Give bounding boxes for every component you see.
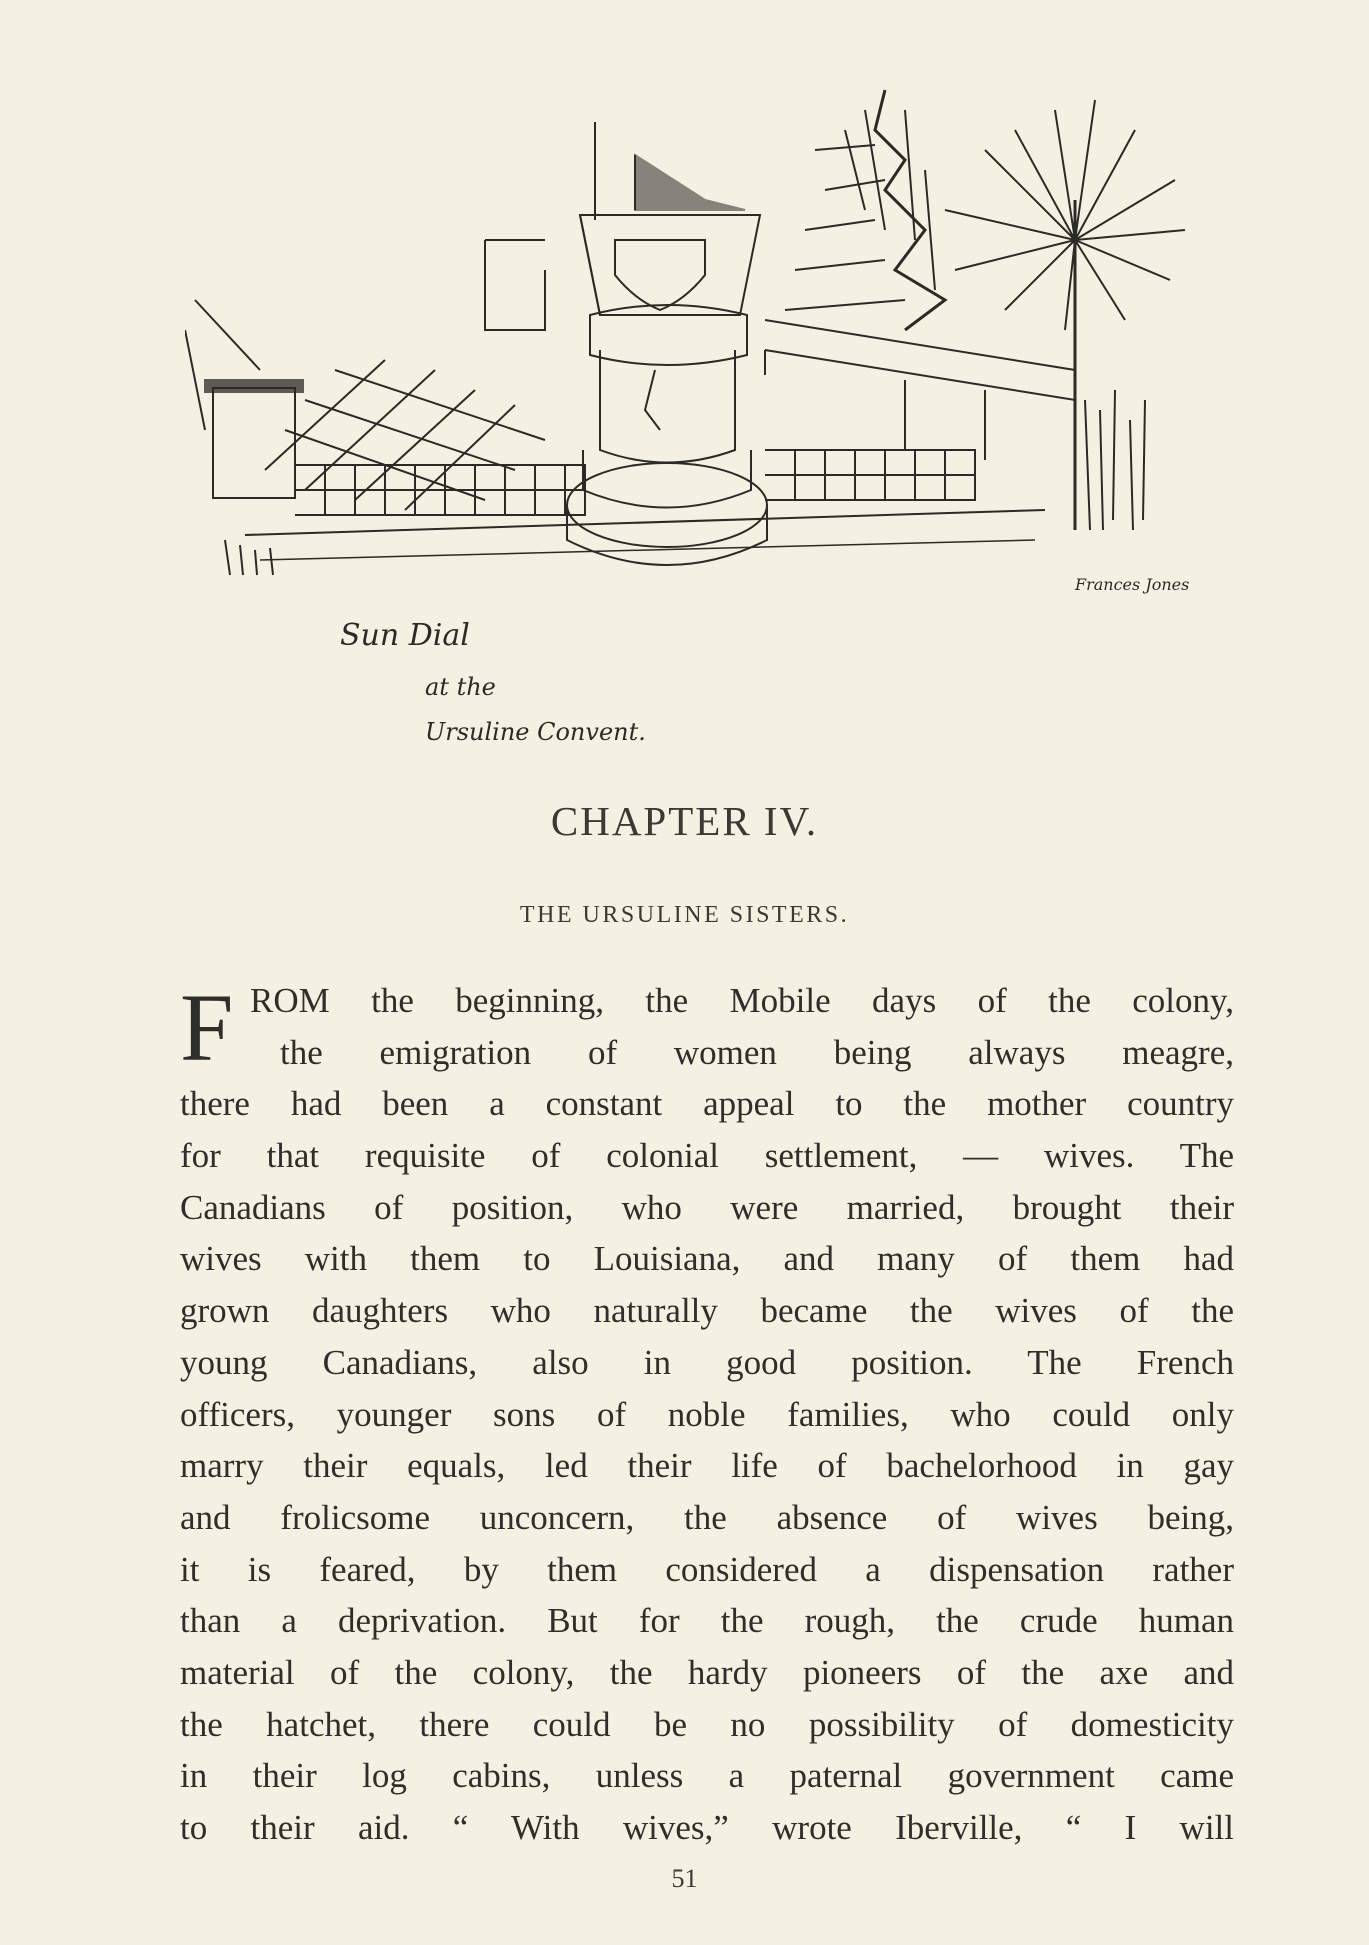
body-first-line: ROM the beginning, the Mobile days of the colony, xyxy=(250,981,1234,1020)
body-line: the hatchet, there could be no possibility of domesticity xyxy=(180,1704,1234,1744)
body-line: in their log cabins, unless a paternal government came xyxy=(180,1756,1234,1796)
chapter-title: CHAPTER IV. xyxy=(550,798,819,844)
sundial-illustration xyxy=(185,70,1205,750)
illustration-caption-line-1: Sun Dial xyxy=(340,618,470,653)
body-line: officers, younger sons of noble families, who could only xyxy=(180,1394,1234,1434)
body-line: young Canadians, also in good position. The French xyxy=(180,1342,1234,1382)
body-line: Canadians of position, who were married, brought their xyxy=(180,1187,1234,1227)
illustration-caption-line-2: at the xyxy=(425,673,496,701)
illustration-caption-line-3: Ursuline Convent. xyxy=(425,718,646,746)
body-line: for that requisite of colonial settlement, — wives. The xyxy=(180,1136,1234,1176)
body-line: it is feared, by them considered a dispensation rather xyxy=(180,1549,1234,1589)
body-line: material of the colony, the hardy pioneers of the axe and xyxy=(180,1652,1234,1692)
body-line: and frolicsome unconcern, the absence of wives being, xyxy=(180,1497,1234,1537)
body-line: marry their equals, led their life of bachelorhood in gay xyxy=(180,1446,1234,1486)
body-line: than a deprivation. But for the rough, the crude human xyxy=(180,1601,1234,1641)
body-line: wives with them to Louisiana, and many of them had xyxy=(180,1239,1234,1279)
body-line: there had been a constant appeal to the mother country xyxy=(180,1084,1234,1124)
drop-cap: F xyxy=(180,974,234,1081)
sundial-drawing xyxy=(185,70,1205,750)
body-line: to their aid. “ With wives,” wrote Iberville, “ I will xyxy=(180,1808,1234,1847)
body-text xyxy=(180,975,1234,1854)
body-line: grown daughters who naturally became the wives of the xyxy=(180,1291,1234,1331)
chapter-subtitle: THE URSULINE SISTERS. xyxy=(519,902,850,928)
body-line: the emigration of women being always meagre, xyxy=(280,1032,1234,1072)
page-number: 51 xyxy=(671,1864,698,1893)
illustration-signature: Frances Jones xyxy=(1075,575,1190,594)
